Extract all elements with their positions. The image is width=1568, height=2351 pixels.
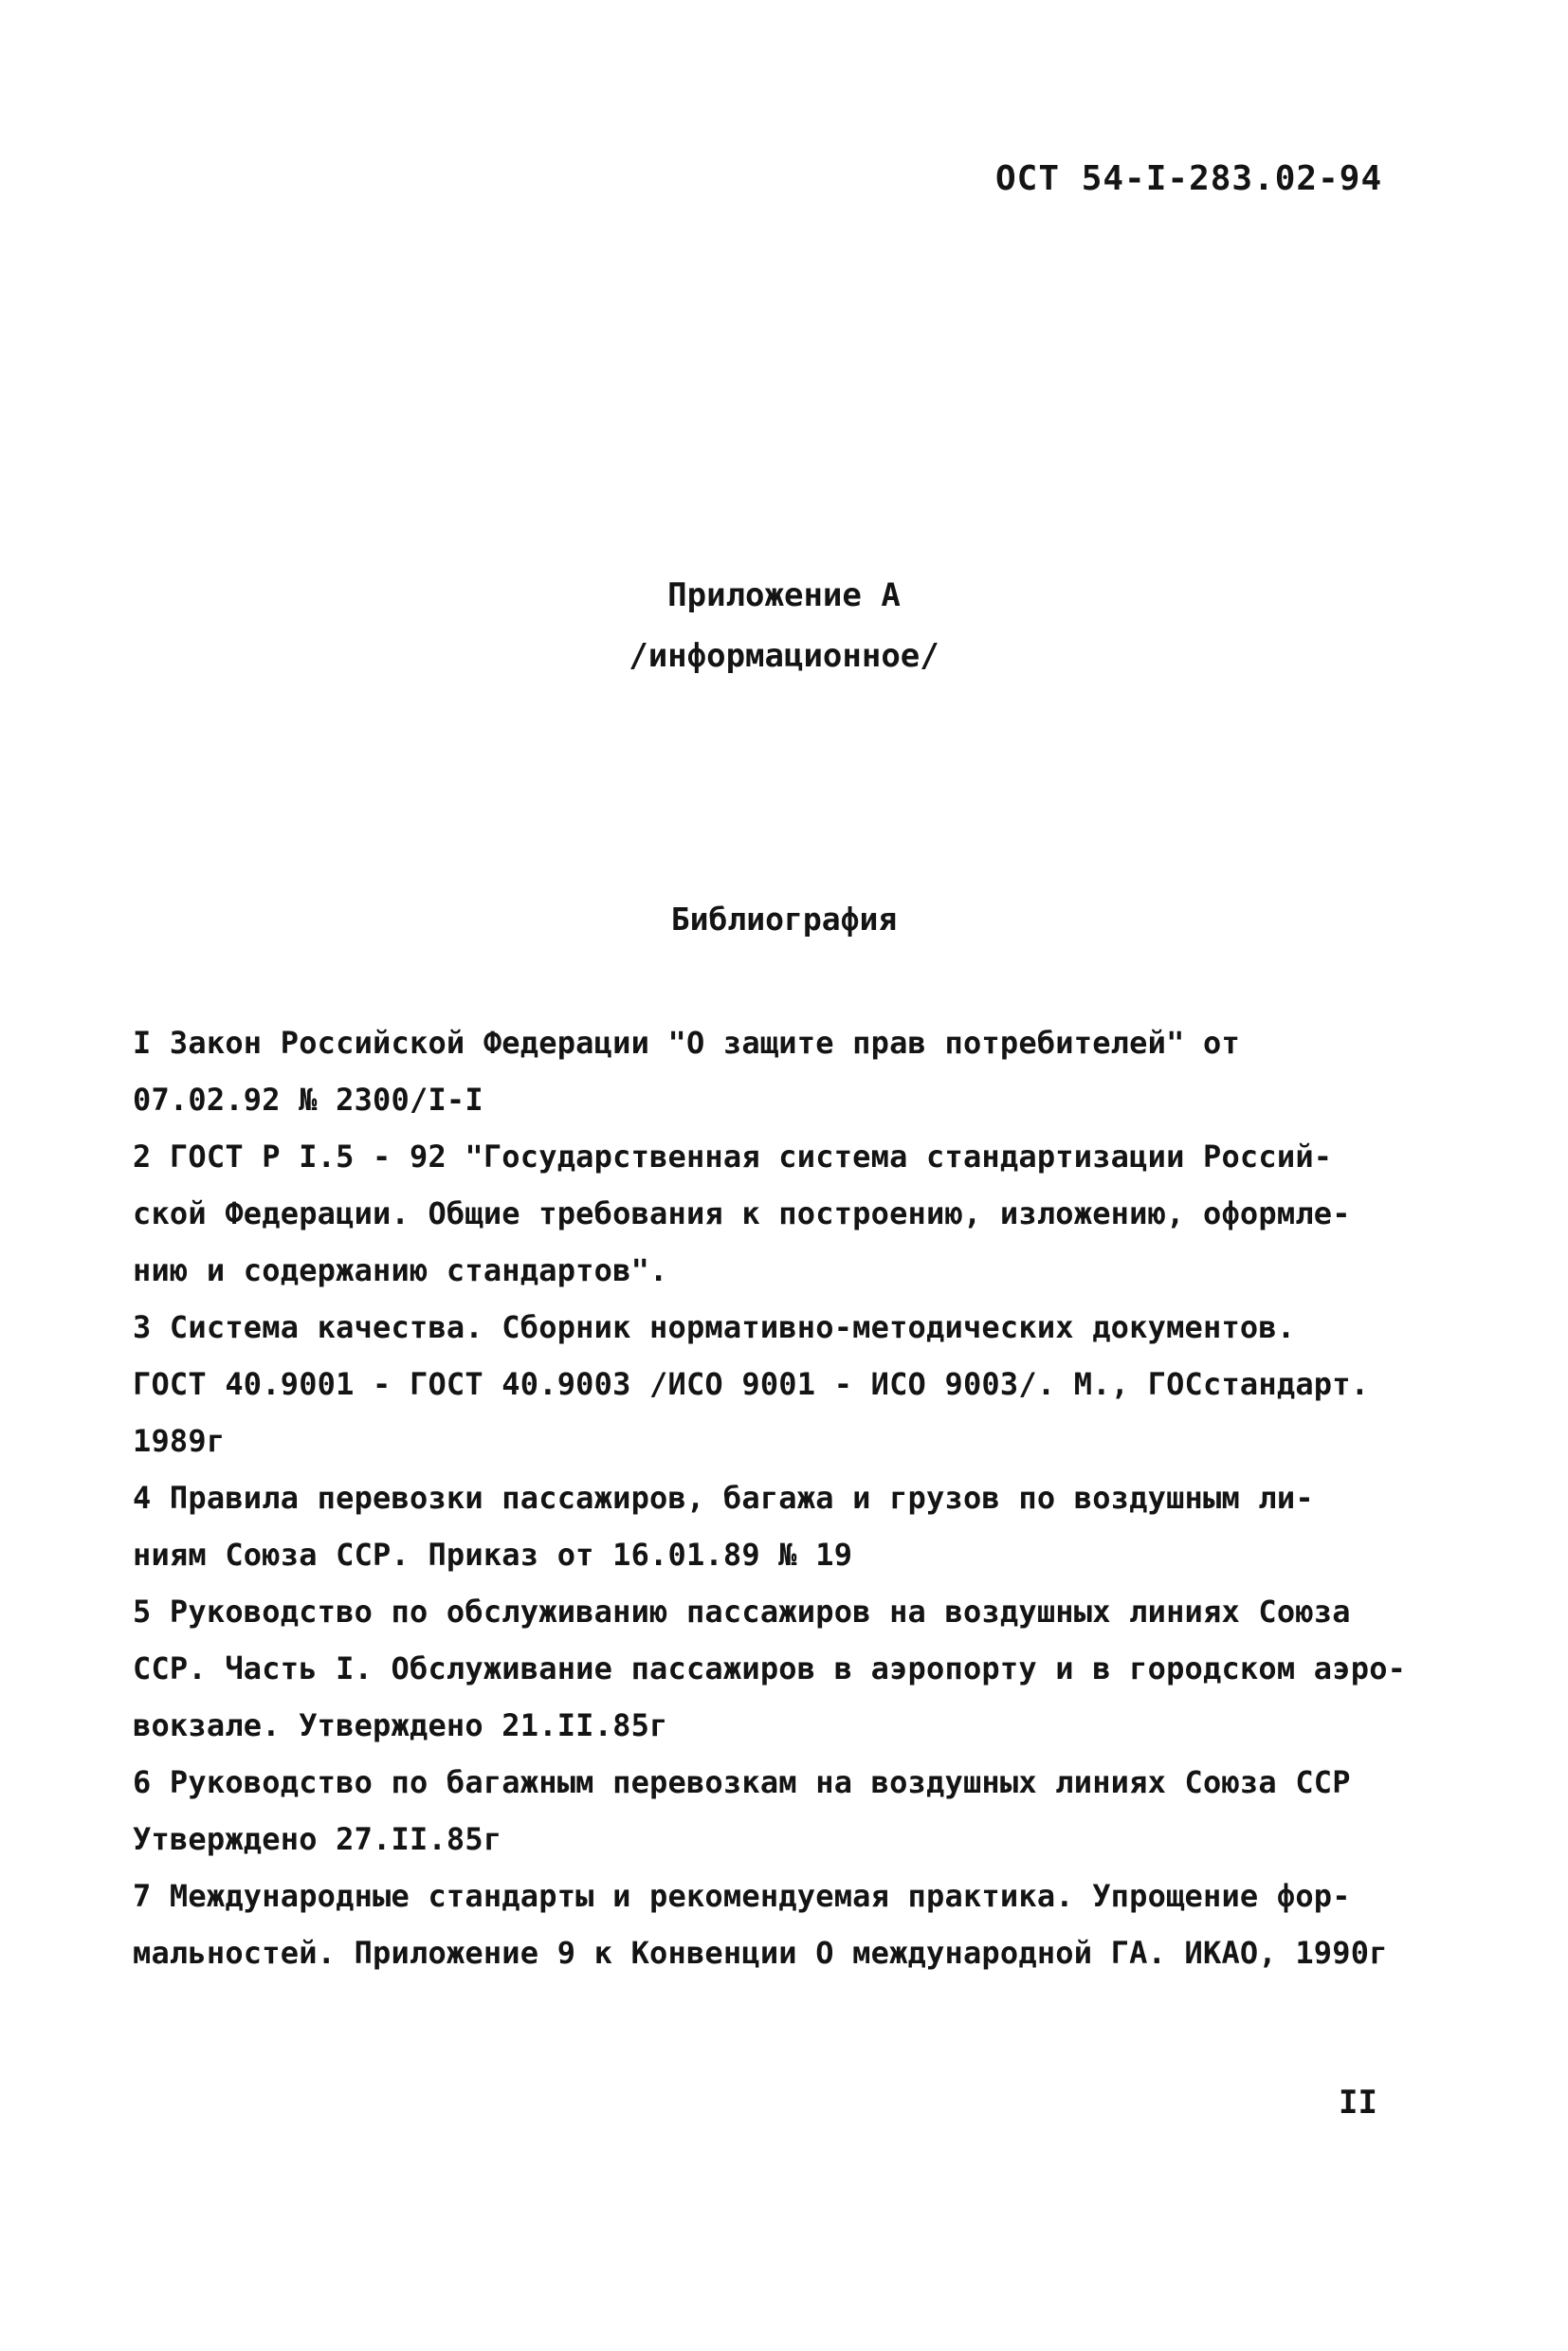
page-number: II: [1339, 2084, 1377, 2122]
bibliography-line: I Закон Российской Федерации "О защите прав потребителей" от: [133, 1025, 1240, 1061]
bibliography-line: 7 Международные стандарты и рекомендуемая практика. Упрощение фор-: [133, 1878, 1351, 1914]
appendix-title: Приложение А: [667, 576, 901, 614]
bibliography-item-5: [133, 1583, 1441, 1754]
section-title: Библиография: [670, 901, 898, 938]
bibliography-item-4: [133, 1469, 1441, 1583]
bibliography-line: 3 Система качества. Сборник нормативно-методических документов.: [133, 1309, 1296, 1345]
bibliography-line: нию и содержанию стандартов".: [133, 1252, 668, 1288]
appendix-subtitle: /информационное/: [629, 637, 939, 675]
bibliography-item-1: [133, 1014, 1441, 1128]
bibliography-line: ской Федерации. Общие требования к построению, изложению, оформле-: [133, 1195, 1351, 1231]
bibliography-line: 5 Руководство по обслуживанию пассажиров на воздушных линиях Союза: [133, 1594, 1351, 1630]
bibliography-item-6: [133, 1754, 1441, 1868]
bibliography-line: 6 Руководство по багажным перевозкам на воздушных линиях Союза ССР: [133, 1764, 1351, 1800]
bibliography-line: Утверждено 27.II.85г: [133, 1821, 502, 1857]
bibliography-line: 07.02.92 № 2300/I-I: [133, 1082, 483, 1118]
bibliography-line: вокзале. Утверждено 21.II.85г: [133, 1707, 668, 1743]
bibliography-line: 4 Правила перевозки пассажиров, багажа и грузов по воздушным ли-: [133, 1480, 1314, 1516]
bibliography-line: 1989г: [133, 1423, 226, 1459]
bibliography-item-3: [133, 1299, 1441, 1469]
bibliography-line: ГОСТ 40.9001 - ГОСТ 40.9003 /ИСО 9001 - ИСО 9003/. М., ГОСстандарт.: [133, 1366, 1370, 1402]
bibliography-line: 2 ГОСТ Р I.5 - 92 "Государственная система стандартизации Россий-: [133, 1139, 1333, 1175]
bibliography-item-7: [133, 1868, 1441, 1981]
bibliography-line: мальностей. Приложение 9 к Конвенции О международной ГА. ИКАО, 1990г: [133, 1935, 1388, 1971]
document-code: ОСТ 54-I-283.02-94: [995, 159, 1383, 198]
bibliography-list: [133, 1014, 1441, 1981]
bibliography-line: ниям Союза ССР. Приказ от 16.01.89 № 19: [133, 1537, 853, 1573]
bibliography-line: ССР. Часть I. Обслуживание пассажиров в аэропорту и в городском аэро-: [133, 1650, 1407, 1686]
bibliography-item-2: [133, 1128, 1441, 1299]
